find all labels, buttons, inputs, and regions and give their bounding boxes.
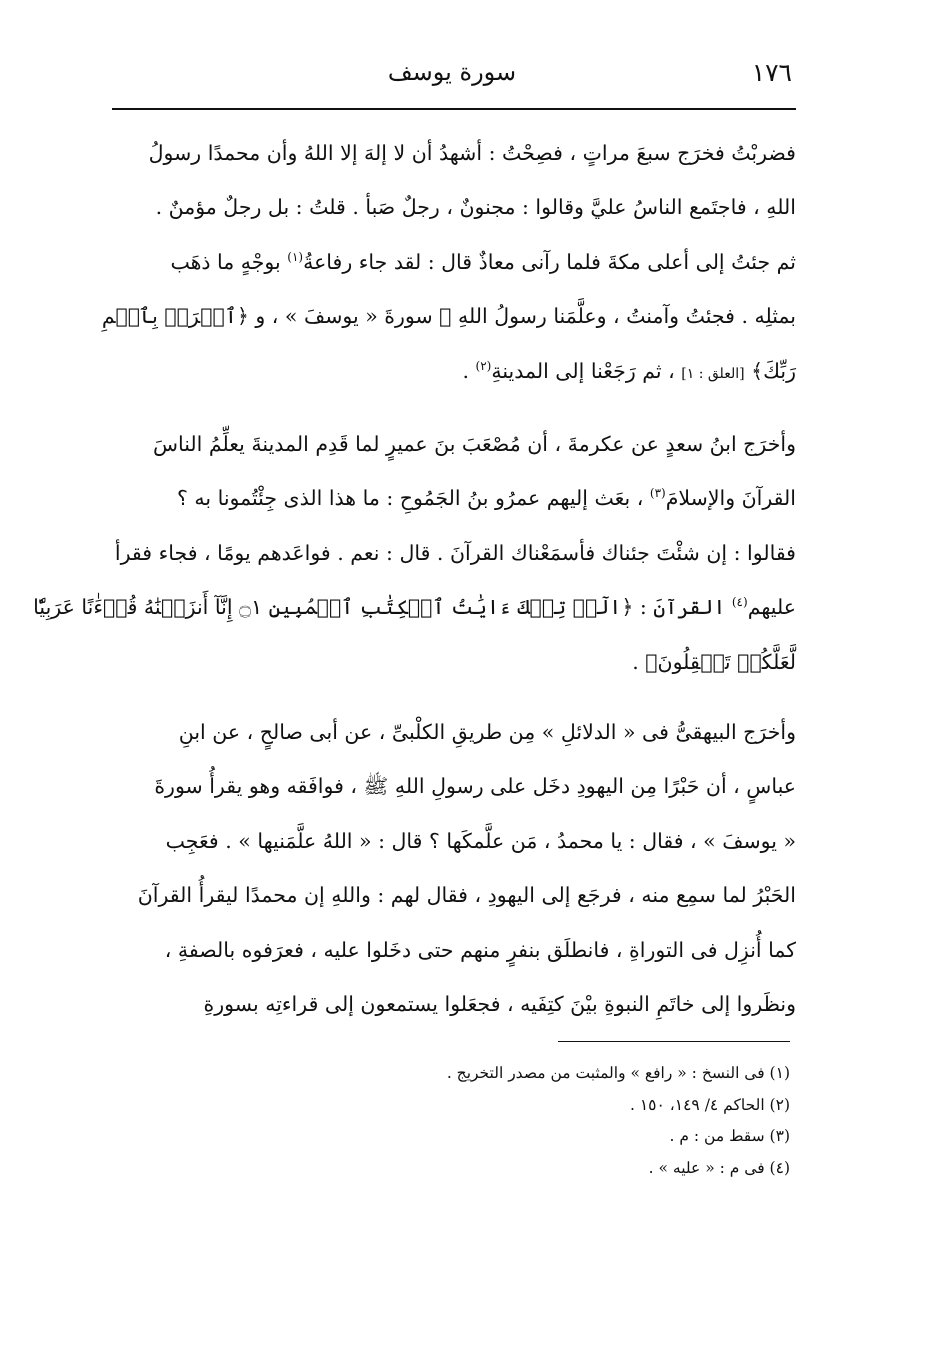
text-line: اللهِ ، فاجتَمع الناسُ عليَّ وقالوا : مجنونٌ ، رجلٌ صَبأ . قلتُ : بل رجلٌ مؤمنٌ . bbox=[155, 195, 796, 220]
text-line: عباسٍ ، أن حَبْرًا مِن اليهودِ دخَل على رسولِ اللهِ ﷺ ، فوافَقه وهو يقرأُ سورةَ bbox=[154, 774, 796, 799]
text-line: وأخرَج البيهقىُّ فى « الدلائلِ » مِن طريقِ الكلْبىِّ ، عن أبى صالحٍ ، عن ابنِ bbox=[178, 720, 796, 745]
quran-reference: [العلق : ١] bbox=[681, 365, 745, 382]
footnote-ref-2[interactable]: (٢) bbox=[475, 358, 492, 373]
paragraph-3 bbox=[108, 705, 796, 1031]
page-number: ١٧٦ bbox=[751, 58, 792, 87]
text-line: الحَبْرُ لما سمِع منه ، فرجَع إلى اليهودِ ، فقال لهم : واللهِ إن محمدًا ليقرأُ القرآنَ bbox=[137, 883, 796, 908]
paragraph-1 bbox=[101, 126, 796, 401]
footnotes bbox=[290, 1058, 790, 1184]
text-line: ثم جئتُ إلى أعلى مكةَ فلما رآنى معاذٌ قال : لقد جاء رفاعةُ$^{(١)}$ بوجْهٍ ما ذهَب bbox=[170, 249, 796, 274]
main-text bbox=[33, 126, 796, 1048]
text-line: القرآنَ والإسلامَ$^{(٣)}$ ، بعَث إليهم عمرُو بنُ الجَمُوحِ : ما هذا الذى جِئْتُمونا به ؟ bbox=[176, 486, 796, 511]
text-line: فضربْتُ فخرَج سبعَ مراتٍ ، فصِحْتُ : أشهدُ أن لا إلهَ إلا اللهُ وأن محمدًا رسولُ bbox=[148, 141, 796, 165]
text-line: عليهم$^{(٤)}$ القرآنَ : ﴿الٓرۚ تِلۡكَ ءَايَٰتُ ٱلۡكِتَٰبِ ٱلۡمُبِينِ ۝١ إِنَّآ أَنزَلۡنَٰهُ قُرۡءَٰنًا عَرَبِيّٗا bbox=[33, 595, 796, 620]
footnote-4: (٤) فى م : « عليه » . bbox=[648, 1158, 790, 1177]
running-title: سورة يوسف bbox=[387, 58, 517, 86]
text-line: فقالوا : إن شئْتَ جئناك فأسمَعْناك القرآنَ . قال : نعم . فواعَدهم يومًا ، فجاء فقرأ bbox=[114, 540, 796, 565]
paragraph-2 bbox=[33, 417, 796, 689]
text-line: ونظَروا إلى خاتَمِ النبوةِ بيْنَ كتِفَيه ، فجعَلوا يستمعون إلى قراءتِه بسورةِ bbox=[203, 992, 796, 1017]
footnote-1: (١) فى النسخ : « رافع » والمثبت من مصدر التخريج . bbox=[446, 1064, 790, 1082]
footnote-ref-1[interactable]: (١) bbox=[287, 249, 304, 264]
footnote-ref-4[interactable]: (٤) bbox=[731, 595, 748, 610]
footnote-3: (٣) سقط من : م . bbox=[669, 1127, 790, 1145]
header-rule bbox=[112, 108, 796, 110]
text-line: وأخرَج ابنُ سعدٍ عن عكرمةَ ، أن مُصْعَبَ بنَ عميرٍ لما قَدِم المدينةَ يعلِّمُ الناسَ bbox=[152, 432, 796, 457]
text-line: كما أُنزِل فى التوراةِ ، فانطلَق بنفرٍ منهم حتى دخَلوا عليه ، فعرَفوه بالصفةِ ، bbox=[164, 937, 796, 962]
footnote-ref-3[interactable]: (٣) bbox=[649, 486, 666, 501]
text-line: رَبِّكَ﴾ [العلق : ١] ، ثم رَجَعْنا إلى المدينةِ$^{(٢)}$ . bbox=[462, 358, 796, 383]
text-line: « يوسفَ » ، فقال : يا محمدُ ، مَن علَّمكَها ؟ قال : « اللهُ علَّمَنيها » . فعَجِب bbox=[165, 828, 796, 853]
text-line: لَّعَلَّكُمۡ تَعۡقِلُونَ﴾ . bbox=[632, 649, 796, 674]
footnote-2: (٢) الحاكم ٤/ ١٤٩، ١٥٠ . bbox=[630, 1095, 790, 1114]
page-header bbox=[112, 58, 792, 98]
footnote-rule bbox=[558, 1041, 790, 1042]
text-line: بمثلِه . فجئتُ وآمنتُ ، وعلَّمَنا رسولُ اللهِ ﷺ سورةَ « يوسفَ » ، و ﴿ٱقۡرَأۡ بِٱسۡمِ bbox=[101, 304, 796, 329]
